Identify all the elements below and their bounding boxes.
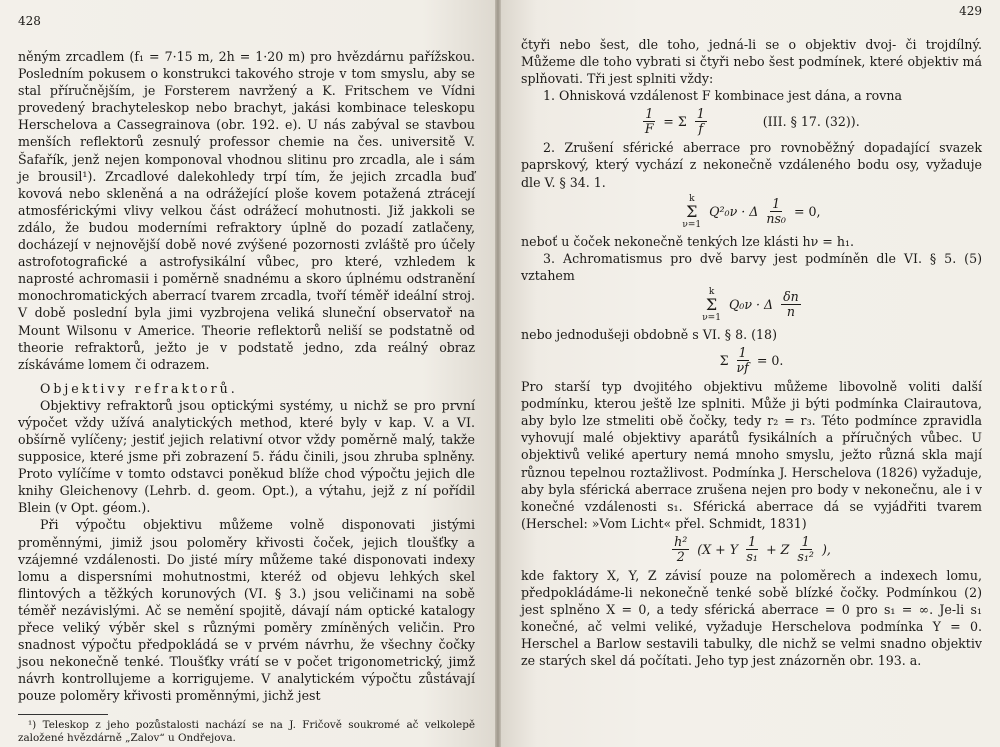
footnote-rule (18, 714, 108, 715)
fraction: $\frac{1}{f}$ (696, 106, 705, 137)
fraction: $\frac{\delta n}{n}$ (783, 289, 799, 320)
paragraph: čtyři nebo šest, dle toho, jedná-li se o objektiv dvoj- či trojdílný. Můžeme dle toho vybrati si čtyři nebo šest podmínek, které objektiv má splňovati. Tři jest splniti vždy: (521, 37, 982, 87)
section-heading: Objektivy refraktorů. (40, 380, 238, 396)
footnote: ¹) Teleskop z jeho pozůstalosti nachází se na J. Fričově soukromé ač velkolepě založené hvězdárně „Zalov“ u Ondřejova. (18, 719, 475, 745)
fraction: $\frac{1}{\nu f}$ (736, 345, 749, 376)
page-number: 429 (959, 4, 982, 18)
fraction: $\frac{\text{h²}}{2}$ (674, 533, 688, 564)
paragraph: Objektivy refraktorů jsou optickými systémy, u nichž se pro první výpočet vždy užívá analytických method, které byly v kap. V. a VI. obšírně vylíčeny; jestiť jejich relativní otvor vždy poměrně malý, takže supposice, které jsme při zobrazení 5. řádu činili, jsou zhruba splněny. Proto vylíčíme v tomto odstavci poněkud blíže chod výpočtu jejich dle knihy Gleichenovy (Lehrb. d. geom. Opt.), a výtahu, jejž z ní pořídil Blein (v Opt. géom.). (18, 397, 475, 516)
page-number: 428 (18, 14, 41, 28)
fraction: $\frac{1}{\text{s₁²}}$ (797, 533, 814, 564)
fraction: $\frac{1}{F}$ (644, 106, 654, 137)
list-item: 1. Ohnisková vzdálenost F kombinace jest dána, a rovna (543, 88, 902, 104)
paragraph: neboť u čoček nekonečně tenkých lze klásti hν = h₁. (521, 233, 854, 249)
fraction: $\frac{1}{\text{s₁}}$ (746, 533, 758, 564)
formula-achromatism: k Σ ν=1 Q₀ν · Δ $\frac{\delta n}{n}$ (702, 286, 799, 323)
formula-simplified: Σ $\frac{1}{\nu f}$ = 0. (719, 345, 784, 376)
summation: k Σ ν=1 (702, 286, 721, 323)
fraction: $\frac{1}{\text{ns₀}}$ (766, 196, 786, 227)
paragraph: Při výpočtu objektivu můžeme volně disponovati jistými proměnnými, jimiž jsou poloměry křivosti čoček, jejich tloušťky a vzájemné vzdálenosti. Do jisté míry můžeme také disponovati indexy lomu a dispersními mohutnostmi, kteréž od objevu lehkých skel flintových a těžkých korunových (VI. § 3.) jsou veličinami na sobě téměř nezávislými. Ač se nemění spojitě, dávají nám optické katalogy přece veliký výběr skel s různými poměry zmíněných veličin. Pro snadnost výpočtu předpokládá se v prvém návrhu, že všechny čočky jsou nekonečně tenké. Tloušťky vrátí se v počet trigonometrický, jimž návrh kontrollujeme a korrigujeme. V analytickém výpočtu zůstávají pouze poloměry křivosti proměnnými, jichž jest (18, 517, 475, 704)
list-item: 2. Zrušení sférické aberrace pro rovnoběžný dopadající svazek paprskový, který vychází z nekonečně vzdáleného bodu osy, vyžaduje dle V. § 34. 1. (521, 140, 982, 190)
left-page (0, 0, 497, 747)
paragraph: nebo jednodušeji obdobně s VI. § 8. (18) (521, 326, 777, 342)
paragraph: něným zrcadlem (f₁ = 7·15 m, 2h = 1·20 m) pro hvězdárnu pařížskou. Posledním pokusem o konstrukci takového stroje v tom smyslu, aby se stal příručnějším, je Forsterem navržený a K. Fritschem ve Vídni provedený brachyteleskop nebo brachyt, jakási kombinace teleskopu Herschelova a Cassegrainova (obr. 192. e). U nás zabýval se stavbou menších reflektorů zesnulý professor chemie na čes. universitě V. Šafařík, jenž nejen komponoval vhodnou slitinu pro zrcadla, ale i sám je brousil¹). Zrcadlové dalekohledy trpí tím, že jejich zrcadla buď kovová nebo skleněná a na odrážející ploše kovem potažená ztrácejí atmosférickými vlivy velkou část odrážecí mohutnosti. Již jakkoli se zdálo, že budou moderními refraktory úplně do pozadí zatlačeny, docházejí v nejnovější době nové zvýšené pozornosti zvláště pro účely astrofotografické a astrofysikální vůbec, pro které, vzhledem k naprosté achromasii i poměrně snadnému a skoro úplnému odstranění monochromatických aberrací tvarem zrcadla, tvoří téměř ideální stroj. V době poslední byla jimi vyzbrojena veliká sluneční observatoř na Mount Wilsonu v Americe. Theorie reflektorů neliší se podstatně od theorie refraktorů, ježto je v podstatě jedno, zda reálný obraz získáváme lomem či odrazem. (18, 49, 475, 372)
list-item: 3. Achromatismus pro dvě barvy jest podmíněn dle VI. § 5. (5) vztahem (521, 250, 982, 283)
book-gutter (495, 0, 501, 747)
formula-herschel: $\frac{\text{h²}}{2}$ (X + Y $\frac{1}{\text{s₁}}$ + Z $\frac{1}{\text{s₁²}}$ ), (674, 533, 831, 564)
paragraph: kde faktory X, Y, Z závisí pouze na poloměrech a indexech lomu, předpokládáme-li nekonečně tenké sobě blízké čočky. Podmínkou (2) jest splněno X = 0, a tedy sférická aberrace = 0 pro s₁ = ∞. Je-li s₁ konečné, ač velmi veliké, vyžaduje Herschelova podmínka Y = 0. Herschel a Barlow sestavili tabulky, dle nichž se velmi snadno objektiv ze starých skel dá počítati. Jeho typ jest znázorněn obr. 193. a. (521, 567, 982, 669)
summation: k Σ ν=1 (682, 193, 702, 230)
formula-focal: $\frac{1}{F}$ = Σ $\frac{1}{f}$ (III. § 17. (32)). (644, 106, 860, 137)
right-page (497, 0, 1000, 747)
paragraph: Pro starší typ dvojitého objektivu můžeme libovolně voliti další podmínku, kterou ještě lze splniti. Může ji býti podmínka Clairautova, aby bylo lze stmeliti obě čočky, tedy r₂ = r₃. Této podmínce zpravidla vyhovují malé objektivy aparátů fysikálních a příručných vůbec. U objektivů veliké apertury nemá mnoho smyslu, ježto různá skla mají různou tepelnou roztažlivost. Podmínka J. Herschelova (1826) vyžaduje, aby byla sférická aberrace zrušena nejen pro body v nekonečnu, ale i v konečné vzdálenosti s₁. Sférická aberrace dá se vyjádřiti tvarem (Herschel: »Vom Licht« přel. Schmidt, 1831) (521, 379, 982, 531)
formula-aberration: k Σ ν=1 Q²₀ν · Δ $\frac{1}{\text{ns₀}}$ = 0, (682, 193, 821, 230)
equation-reference: (III. § 17. (32)). (762, 114, 860, 130)
